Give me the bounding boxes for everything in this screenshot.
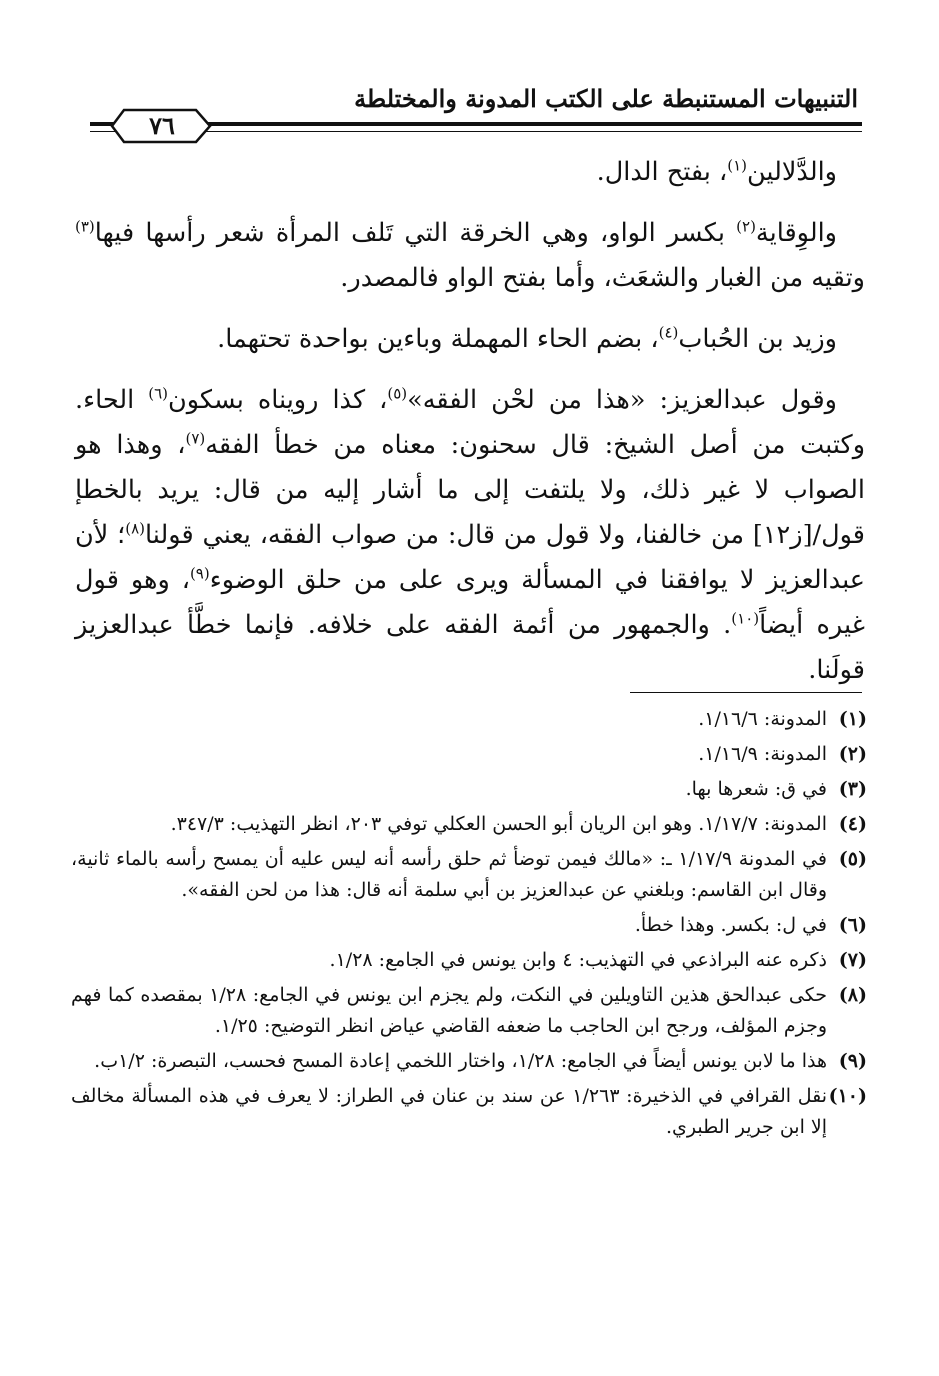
- text-run: بكسر الواو، وهي الخرقة التي تَلف المرأة شعر رأسها فيها: [94, 218, 737, 248]
- text-run: والوِقاية: [755, 218, 837, 248]
- footnote-ref: (٢): [736, 217, 756, 236]
- footnote-item: [71, 739, 867, 770]
- footnote-item: [71, 1081, 867, 1143]
- footnote-ref: (٦): [148, 384, 169, 403]
- footnote-ref: (٧): [185, 429, 206, 448]
- footnote-ref: (٥): [387, 384, 408, 403]
- paragraph: [75, 211, 865, 301]
- footnote-separator: [630, 692, 862, 693]
- paragraph: [75, 150, 865, 195]
- main-text: [75, 150, 865, 709]
- text-run: وقول عبدالعزيز: «هذا من لحْن الفقه»: [407, 385, 837, 415]
- text-run: ؛ لأن عبدالعزيز لا يوافقنا في المسألة ويرى على من حلق الوضوء: [75, 520, 865, 595]
- footnote-text: ذكره عنه البراذعي في التهذيب: ٤ وابن يونس في الجامع: ١/٢٨.: [329, 949, 827, 971]
- page-number: ٧٦: [149, 111, 175, 140]
- footnote-number: (٦): [838, 914, 867, 936]
- text-run: ، كذا رويناه بسكون: [168, 385, 388, 415]
- text-run: والدَّلالين: [747, 157, 837, 187]
- paragraph: [75, 378, 865, 693]
- footnote-ref: (٣): [75, 217, 95, 236]
- footnote-text: هذا ما لابن يونس أيضاً في الجامع: ١/٢٨، واختار اللخمي إعادة المسح فحسب، التبصرة: ١/٢ب.: [94, 1050, 827, 1072]
- footnote-item: [71, 809, 867, 840]
- page-number-badge: [110, 106, 214, 146]
- footnote-number: (٨): [838, 984, 867, 1006]
- footnote-item: [71, 910, 867, 941]
- footnote-number: (٥): [838, 848, 867, 870]
- text-run: ، وهذا هو الصواب لا غير ذلك، ولا يلتفت إلى ما أشار إليه من قال: يريد بالخطإ قول/[ز١٢] من خالفنا، ولا قول من قال: من صواب الفقه، يعني قولنا: [75, 430, 865, 550]
- footnote-text: المدونة: ١/١٦/٦.: [698, 708, 827, 730]
- footnote-number: (٩): [838, 1050, 867, 1072]
- footnote-text: حكى عبدالحق هذين التاويلين في النكت، ولم يجزم ابن يونس في الجامع: ١/٢٨ بمقصده كما فهم وجزم المؤلف، ورجح ابن الحاجب ما ضعفه القاضي عياض انظر التوضيح: ١/٢٥.: [71, 984, 828, 1037]
- footnote-text: المدونة: ١/١٧/٧. وهو ابن الريان أبو الحسن العكلي توفي ٢٠٣، انظر التهذيب: ٣٤٧/٣.: [170, 813, 827, 835]
- footnote-ref: (٤): [658, 323, 679, 342]
- paragraph: [75, 317, 865, 362]
- footnote-item: [71, 704, 867, 735]
- footnote-text: في ق: شعرها بها.: [685, 778, 827, 800]
- footnote-item: [71, 980, 867, 1042]
- footnote-text: في المدونة ١/١٧/٩ ـ: «مالك فيمن توضأ ثم حلق رأسه أنه ليس عليه أن يمسح رأسه بالماء ثانية، وقال ابن القاسم: وبلغني عن عبدالعزيز بن أبي سلمة أنه قال: هذا من لحن الفقه».: [71, 848, 827, 901]
- footnote-item: [71, 844, 867, 906]
- footnote-number: (٧): [838, 949, 867, 971]
- text-run: وزيد بن الحُباب: [678, 324, 837, 354]
- footnote-item: [71, 1046, 867, 1077]
- footnotes: [71, 704, 867, 1147]
- footnote-number: (٤): [838, 813, 867, 835]
- text-run: . والجمهور من أئمة الفقه على خلافه. فإنما خطَّأ عبدالعزيز قولَنا.: [75, 610, 865, 685]
- footnote-ref: (١٠): [731, 609, 760, 628]
- footnote-item: [71, 945, 867, 976]
- text-run: ، وهو قول غيره أيضاً: [75, 565, 865, 640]
- text-run: وتقيه من الغبار والشعَث، وأما بفتح الواو فالمصدر.: [340, 263, 865, 293]
- footnote-number: (١): [838, 708, 867, 730]
- footnote-ref: (٩): [189, 564, 210, 583]
- footnote-text: نقل القرافي في الذخيرة: ١/٢٦٣ عن سند بن عنان في الطراز: لا يعرف في هذه المسألة مخالف إلا ابن جرير الطبري.: [71, 1085, 827, 1138]
- footnote-text: في ل: بكسر. وهذا خطأ.: [634, 914, 827, 936]
- text-run: الحاء. وكتبت من أصل الشيخ: قال سحنون: معناه من خطأ الفقه: [75, 385, 866, 460]
- page-header: [90, 70, 862, 140]
- footnote-ref: (٨): [125, 519, 146, 538]
- footnote-ref: (١): [727, 156, 748, 175]
- text-run: ، بفتح الدال.: [596, 157, 728, 187]
- footnote-item: [71, 774, 867, 805]
- footnote-number: (٢): [838, 743, 867, 765]
- text-run: ، بضم الحاء المهملة وباءين بواحدة تحتهما.: [217, 324, 659, 354]
- footnote-text: المدونة: ١/١٦/٩.: [698, 743, 827, 765]
- footnote-number: (١٠): [828, 1085, 867, 1107]
- footnote-number: (٣): [838, 778, 867, 800]
- running-title: التنبيهات المستنبطة على الكتب المدونة والمختلطة: [354, 84, 858, 113]
